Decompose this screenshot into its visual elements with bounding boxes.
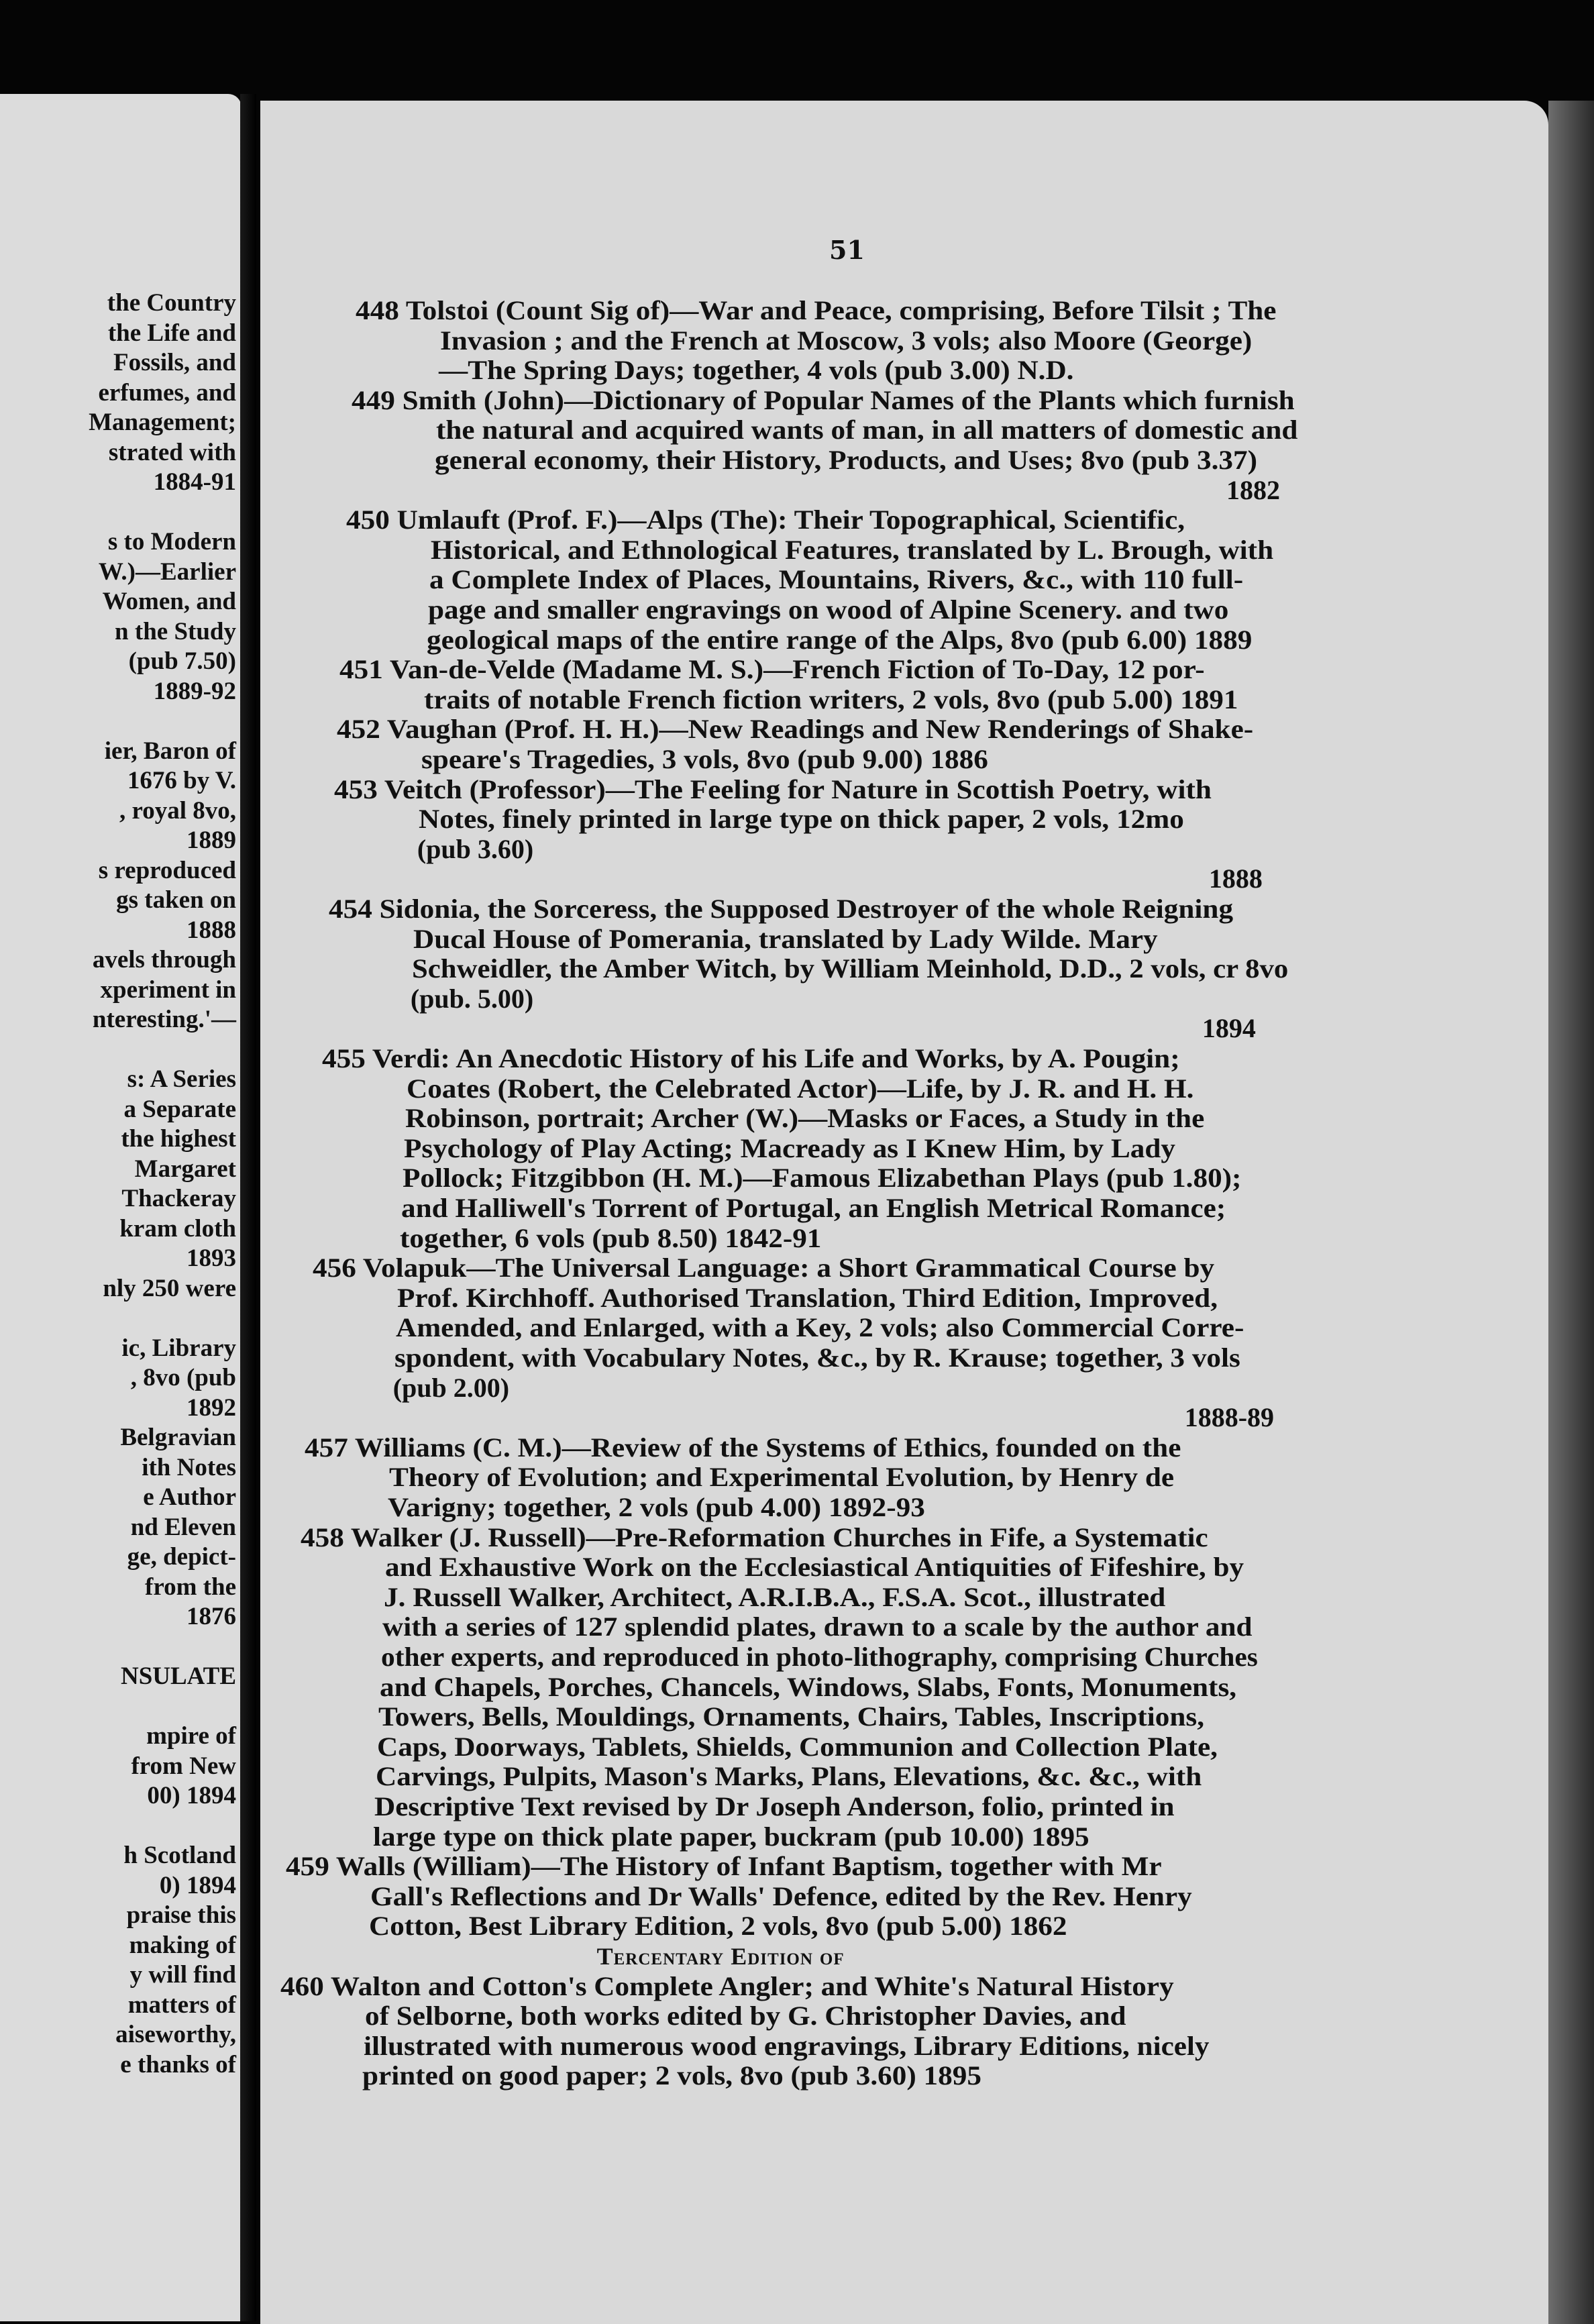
left-page-line: n the Study (115, 617, 236, 645)
entry-line: 460 Walton and Cotton's Complete Angler; and White's Natural History (280, 1970, 1174, 2001)
entry-line: the natural and acquired wants of man, in all matters of domestic and (435, 415, 1298, 445)
left-page-line: , royal 8vo, (119, 796, 236, 825)
left-page-line: W.)—Earlier (98, 558, 236, 586)
entry-line: Varigny; together, 2 vols (pub 4.00) 1892-93 (387, 1492, 925, 1522)
entry-line: 1894 (1202, 1013, 1256, 1044)
left-page-line: nd Eleven (130, 1513, 236, 1541)
left-page-line: matters of (127, 1991, 236, 2019)
left-page-line: 1884-91 (153, 468, 236, 496)
left-page-line: kram cloth (119, 1214, 236, 1243)
entry-line: 1888-89 (1184, 1402, 1275, 1433)
entry-line: Historical, and Ethnological Features, translated by L. Brough, with (430, 534, 1274, 565)
entry-line: Pollock; Fitzgibbon (H. M.)—Famous Elizabethan Plays (pub 1.80); (402, 1163, 1242, 1194)
left-page-line: Management; (89, 409, 236, 436)
entry-line: Caps, Doorways, Tablets, Shields, Communion and Collection Plate, (376, 1731, 1218, 1762)
left-page-line: making of (129, 1931, 236, 1959)
left-page-line: ith Notes (142, 1453, 236, 1481)
entry-line: illustrated with numerous wood engravings, Library Editions, nicely (363, 2030, 1210, 2061)
entry-line: with a series of 127 splendid plates, drawn to a scale by the author and (382, 1612, 1253, 1642)
entry-line: 454 Sidonia, the Sorceress, the Supposed Destroyer of the whole Reigning (328, 894, 1233, 924)
entry-line: Coates (Robert, the Celebrated Actor)—Life, by J. R. and H. H. (406, 1073, 1194, 1104)
left-page-line: the Life and (107, 319, 236, 347)
left-page-line: a Separate (123, 1095, 236, 1123)
entry-line: Notes, finely printed in large type on thick paper, 2 vols, 12mo (418, 804, 1184, 835)
entry-line: Towers, Bells, Mouldings, Ornaments, Chairs, Tables, Inscriptions, (378, 1701, 1204, 1732)
left-page-line: , 8vo (pub (130, 1364, 236, 1391)
left-page-line: ic, Library (121, 1334, 236, 1362)
left-page-line: ier, Baron of (104, 737, 236, 765)
left-page-line: Margaret (134, 1155, 236, 1183)
left-page-line: 0) 1894 (159, 1871, 236, 1899)
entry-line: 450 Umlauft (Prof. F.)—Alps (The): Their Topographical, Scientific, (346, 505, 1185, 535)
entry-line: Psychology of Play Acting; Macready as I Knew Him, by Lady (403, 1132, 1175, 1163)
left-page-line: 1876 (187, 1603, 236, 1630)
entry-line: and Halliwell's Torrent of Portugal, an English Metrical Romance; (401, 1193, 1226, 1223)
left-page-line: gs taken on (116, 886, 236, 914)
entry-line: 449 Smith (John)—Dictionary of Popular Names of the Plants which furnish (351, 384, 1295, 415)
left-page-line: s to Modern (107, 528, 236, 556)
page-number: 51 (829, 235, 865, 265)
left-page-line: nly 250 were (103, 1274, 236, 1302)
entry-line: together, 6 vols (pub 8.50) 1842-91 (399, 1222, 822, 1253)
left-page-line: 1892 (187, 1393, 236, 1422)
entry-line: Prof. Kirchhoff. Authorised Translation, Third Edition, Improved, (396, 1282, 1218, 1313)
left-page-line: h Scotland (123, 1842, 236, 1869)
entry-line: —The Spring Days; together, 4 vols (pub 3.00) N.D. (438, 355, 1074, 386)
entry-line: and Exhaustive Work on the Ecclesiastical Antiquities of Fifeshire, by (384, 1552, 1244, 1583)
left-page-line: s: A Series (127, 1065, 236, 1093)
left-page-line: Belgravian (120, 1424, 236, 1451)
left-page-line: e Author (143, 1483, 236, 1511)
entry-line: 459 Walls (William)—The History of Infant Baptism, together with Mr (285, 1851, 1162, 1882)
entry-line: (pub 2.00) (392, 1372, 510, 1403)
left-page-line: 1676 by V. (127, 767, 236, 794)
left-page-line: 1893 (187, 1245, 236, 1272)
entry-line: Gall's Reflections and Dr Walls' Defence, edited by the Rev. Henry (370, 1881, 1192, 1911)
left-page-line: Fossils, and (113, 349, 236, 376)
left-page-line: erfumes, and (98, 378, 236, 407)
left-page-line: ge, depict- (127, 1543, 236, 1571)
entry-line: Schweidler, the Amber Witch, by William Meinhold, D.D., 2 vols, cr 8vo (411, 953, 1289, 984)
left-page-line: Thackeray (121, 1185, 236, 1212)
left-page-line: the highest (121, 1125, 236, 1153)
entry-line: a Complete Index of Places, Mountains, Rivers, &c., with 110 full- (429, 564, 1244, 595)
left-page-line: from the (145, 1573, 236, 1601)
entry-line: 457 Williams (C. M.)—Review of the Systems of Ethics, founded on the (304, 1432, 1181, 1463)
entry-line: (pub 3.60) (417, 833, 534, 864)
entry-line: 455 Verdi: An Anecdotic History of his Life and Works, by A. Pougin; (321, 1043, 1180, 1073)
entry-line: (pub. 5.00) (410, 983, 534, 1014)
entry-line: Invasion ; and the French at Moscow, 3 vols; also Moore (George) (439, 325, 1253, 356)
left-page-line: from New (131, 1752, 236, 1780)
entry-line: other experts, and reproduced in photo-lithography, comprising Churches (380, 1642, 1258, 1672)
left-page-line: 1888 (187, 916, 236, 944)
entry-line: speare's Tragedies, 3 vols, 8vo (pub 9.00) 1886 (421, 744, 988, 774)
left-page-line: xperiment in (100, 975, 236, 1004)
left-page-line: praise this (126, 1901, 236, 1929)
entry-line: 452 Vaughan (Prof. H. H.)—New Readings and New Renderings of Shake- (336, 714, 1254, 745)
left-page-line: Women, and (102, 588, 236, 615)
entry-line: general economy, their History, Products, and Uses; 8vo (pub 3.37) (434, 445, 1257, 475)
left-page-line: s reproduced (98, 856, 236, 884)
entry-line: Carvings, Pulpits, Mason's Marks, Plans, Elevations, &c. &c., with (375, 1761, 1202, 1792)
entry-line: and Chapels, Porches, Chancels, Windows, Slabs, Fonts, Monuments, (379, 1671, 1236, 1702)
entry-line: large type on thick plate paper, buckram (pub 10.00) 1895 (372, 1821, 1090, 1852)
entry-line: J. Russell Walker, Architect, A.R.I.B.A., F.S.A. Scot., illustrated (383, 1581, 1165, 1612)
entry-line: 1882 (1226, 474, 1280, 505)
entry-line: Ducal House of Pomerania, translated by Lady Wilde. Mary (413, 923, 1158, 954)
section-heading: Tercentary Edition of (596, 1943, 845, 1970)
entry-line: Amended, and Enlarged, with a Key, 2 vols; also Commercial Corre- (395, 1312, 1244, 1343)
left-page-line: 1889 (187, 827, 236, 854)
left-page-line: mpire of (146, 1722, 236, 1750)
left-page-line: the Country (107, 289, 236, 317)
entry-line: Cotton, Best Library Edition, 2 vols, 8vo (pub 5.00) 1862 (368, 1911, 1067, 1942)
entry-line: printed on good paper; 2 vols, 8vo (pub 3.60) 1895 (362, 2060, 981, 2091)
entry-line: geological maps of the entire range of the Alps, 8vo (pub 6.00) 1889 (426, 624, 1253, 655)
left-page-line: e thanks of (120, 2050, 236, 2078)
left-page-line: nteresting.'— (92, 1006, 236, 1033)
entry-line: Robinson, portrait; Archer (W.)—Masks or Faces, a Study in the (405, 1103, 1205, 1134)
left-page-line: y will find (129, 1961, 236, 1989)
entry-line: 448 Tolstoi (Count Sig of)—War and Peace, comprising, Before Tilsit ; The (356, 295, 1277, 325)
left-page-line: 1889-92 (153, 677, 236, 705)
left-page-line: strated with (108, 438, 236, 466)
left-page-line: aiseworthy, (115, 2021, 236, 2048)
left-page-line: 00) 1894 (147, 1782, 236, 1809)
left-page-line: NSULATE (120, 1662, 236, 1690)
left-page-line: avels through (92, 946, 236, 973)
left-page-line: (pub 7.50) (128, 647, 236, 675)
entry-line: 453 Veitch (Professor)—The Feeling for Nature in Scottish Poetry, with (333, 774, 1212, 804)
entry-line: 451 Van-de-Velde (Madame M. S.)—French Fiction of To-Day, 12 por- (339, 654, 1205, 685)
entry-line: spondent, with Vocabulary Notes, &c., by R. Krause; together, 3 vols (394, 1342, 1240, 1373)
entry-line: of Selborne, both works edited by G. Christopher Davies, and (364, 2001, 1126, 2031)
entry-line: page and smaller engravings on wood of Alpine Scenery. and two (427, 594, 1229, 625)
entry-line: 456 Volapuk—The Universal Language: a Short Grammatical Course by (312, 1253, 1214, 1283)
entry-line: 1888 (1208, 863, 1263, 894)
entry-line: Descriptive Text revised by Dr Joseph Anderson, folio, printed in (374, 1791, 1175, 1821)
entry-line: traits of notable French fiction writers, 2 vols, 8vo (pub 5.00) 1891 (423, 684, 1238, 715)
entry-line: Theory of Evolution; and Experimental Evolution, by Henry de (388, 1462, 1174, 1493)
entry-line: 458 Walker (J. Russell)—Pre-Reformation Churches in Fife, a Systematic (300, 1522, 1208, 1552)
